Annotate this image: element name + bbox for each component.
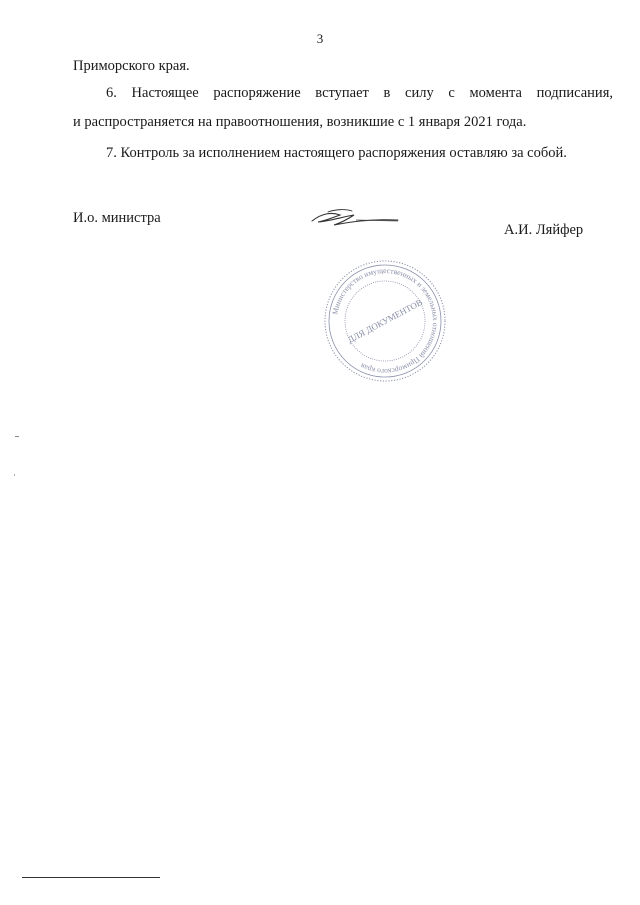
- signatory-name: А.И. Ляйфер: [504, 222, 584, 238]
- scan-artifact-dash: [15, 436, 19, 437]
- paragraph-item-6-line-2: и распространяется на правоотношения, возникшие с 1 января 2021 года.: [73, 114, 527, 130]
- signatory-title: И.о. министра: [73, 210, 161, 226]
- scan-artifact-dot: [14, 474, 15, 476]
- page-number: 3: [316, 31, 324, 46]
- paragraph-item-7: 7. Контроль за исполнением настоящего распоряжения оставляю за собой.: [106, 145, 567, 161]
- handwritten-signature: [310, 203, 400, 231]
- seal-outer-text: Министерство имущественных и земельных отношений Приморского края: [330, 265, 441, 377]
- paragraph-continuation: Приморского края.: [73, 58, 190, 74]
- footnote-separator: [22, 877, 160, 878]
- official-seal: [322, 258, 448, 384]
- paragraph-item-6-line-1: 6. Настоящее распоряжение вступает в силу с момента подписания,: [106, 85, 613, 101]
- seal-inner-text: ДЛЯ ДОКУМЕНТОВ: [345, 297, 425, 345]
